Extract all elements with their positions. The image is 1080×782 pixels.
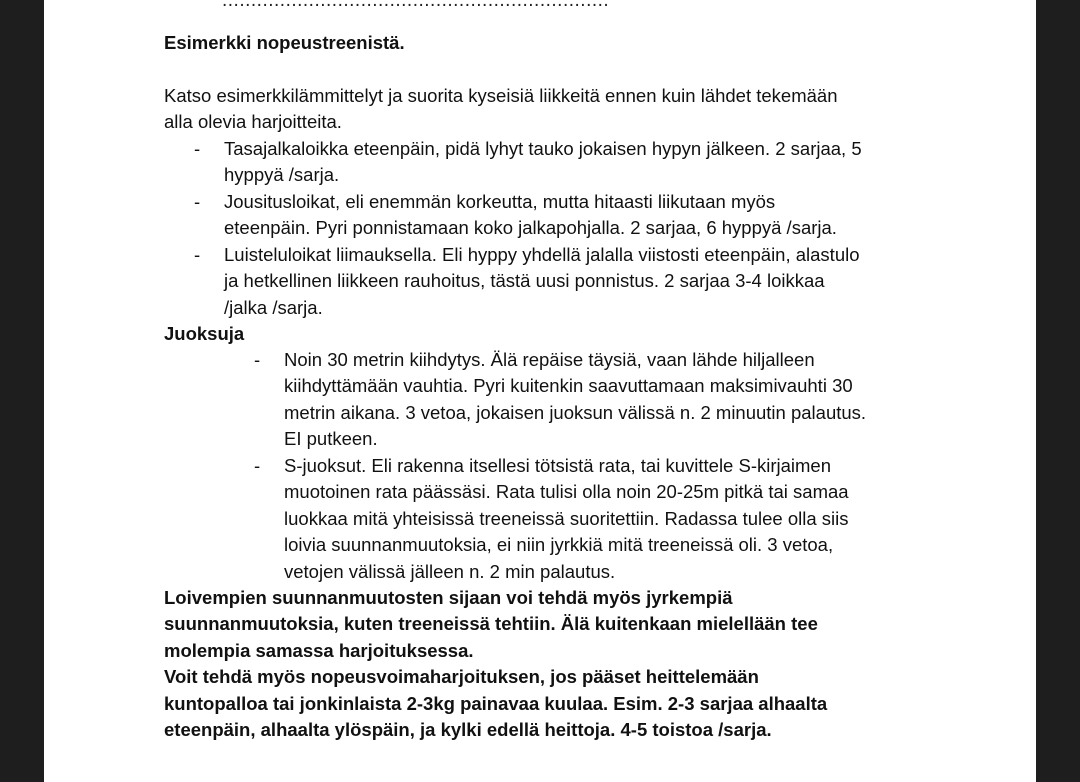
runs-heading: Juoksuja	[164, 323, 245, 344]
list-item-line: /jalka /sarja.	[224, 296, 323, 318]
intro-paragraph	[164, 83, 924, 136]
list-item-line: Luisteluloikat liimauksella. Eli hyppy yhdellä jalalla viistosti eteenpäin, alastulo	[224, 244, 860, 265]
list-dash: -	[254, 455, 261, 476]
list-item-line: S-juoksut. Eli rakenna itsellesi tötsistä rata, tai kuvittele S-kirjaimen	[284, 455, 831, 476]
closing-line: suunnanmuutoksia, kuten treeneissä tehtiin. Älä kuitenkaan mielellään tee	[164, 613, 818, 635]
list-item-line: metrin aikana. 3 vetoa, jokaisen juoksun välissä n. 2 minuutin palautus.	[284, 401, 867, 423]
list-dash: -	[194, 244, 201, 265]
closing-line: eteenpäin, alhaalta ylöspäin, ja kylki edellä heittoja. 4-5 toistoa /sarja.	[164, 719, 772, 741]
list-item-line: vetojen välissä jälleen n. 2 min palautus.	[284, 560, 616, 582]
closing-line: molempia samassa harjoituksessa.	[164, 639, 474, 661]
list-item-line: Jousitusloikat, eli enemmän korkeutta, mutta hitaasti liikutaan myös	[224, 191, 776, 212]
closing-paragraph	[164, 585, 944, 743]
list-item-line: ja hetkellinen liikkeen rauhoitus, tästä uusi ponnistus. 2 sarjaa 3-4 loikkaa	[224, 270, 825, 292]
list-item-line: luokkaa mitä yhteisissä treeneissä suoritettiin. Radassa tulee olla siis	[284, 507, 849, 529]
closing-line: kuntopalloa tai jonkinlaista 2-3kg painavaa kuulaa. Esim. 2-3 sarjaa alhaalta	[164, 692, 828, 714]
intro-line: Katso esimerkkilämmittelyt ja suorita kyseisiä liikkeitä ennen kuin lähdet tekemään	[164, 85, 838, 106]
list-item-line: Noin 30 metrin kiihdytys. Älä repäise täysiä, vaan lähde hiljalleen	[284, 349, 815, 370]
list-dash: -	[194, 138, 201, 159]
list-item-line: kiihdyttämään vauhtia. Pyri kuitenkin saavuttamaan maksimivauhti 30	[284, 375, 853, 397]
closing-line: Voit tehdä myös nopeusvoimaharjoituksen, jos pääset heittelemään	[164, 666, 759, 688]
list-dash: -	[194, 191, 201, 212]
list-item-line: loivia suunnanmuutoksia, ei niin jyrkkiä mitä treeneissä oli. 3 vetoa,	[284, 534, 834, 556]
list-item-line: hyppyä /sarja.	[224, 164, 340, 186]
list-dash: -	[254, 349, 261, 370]
intro-line: alla olevia harjoitteita.	[164, 111, 342, 133]
previous-text-cutoff: ...................................................................	[222, 0, 610, 11]
page-heading: Esimerkki nopeustreenistä.	[164, 32, 405, 53]
list-item-line: EI putkeen.	[284, 428, 378, 450]
closing-line: Loivempien suunnanmuutosten sijaan voi tehdä myös jyrkempiä	[164, 587, 733, 608]
document-page	[44, 0, 1036, 782]
list-item-line: Tasajalkaloikka eteenpäin, pidä lyhyt tauko jokaisen hypyn jälkeen. 2 sarjaa, 5	[224, 138, 862, 159]
list-item-line: eteenpäin. Pyri ponnistamaan koko jalkapohjalla. 2 sarjaa, 6 hyppyä /sarja.	[224, 217, 837, 239]
list-item-line: muotoinen rata päässäsi. Rata tulisi olla noin 20-25m pitkä tai samaa	[284, 481, 849, 503]
